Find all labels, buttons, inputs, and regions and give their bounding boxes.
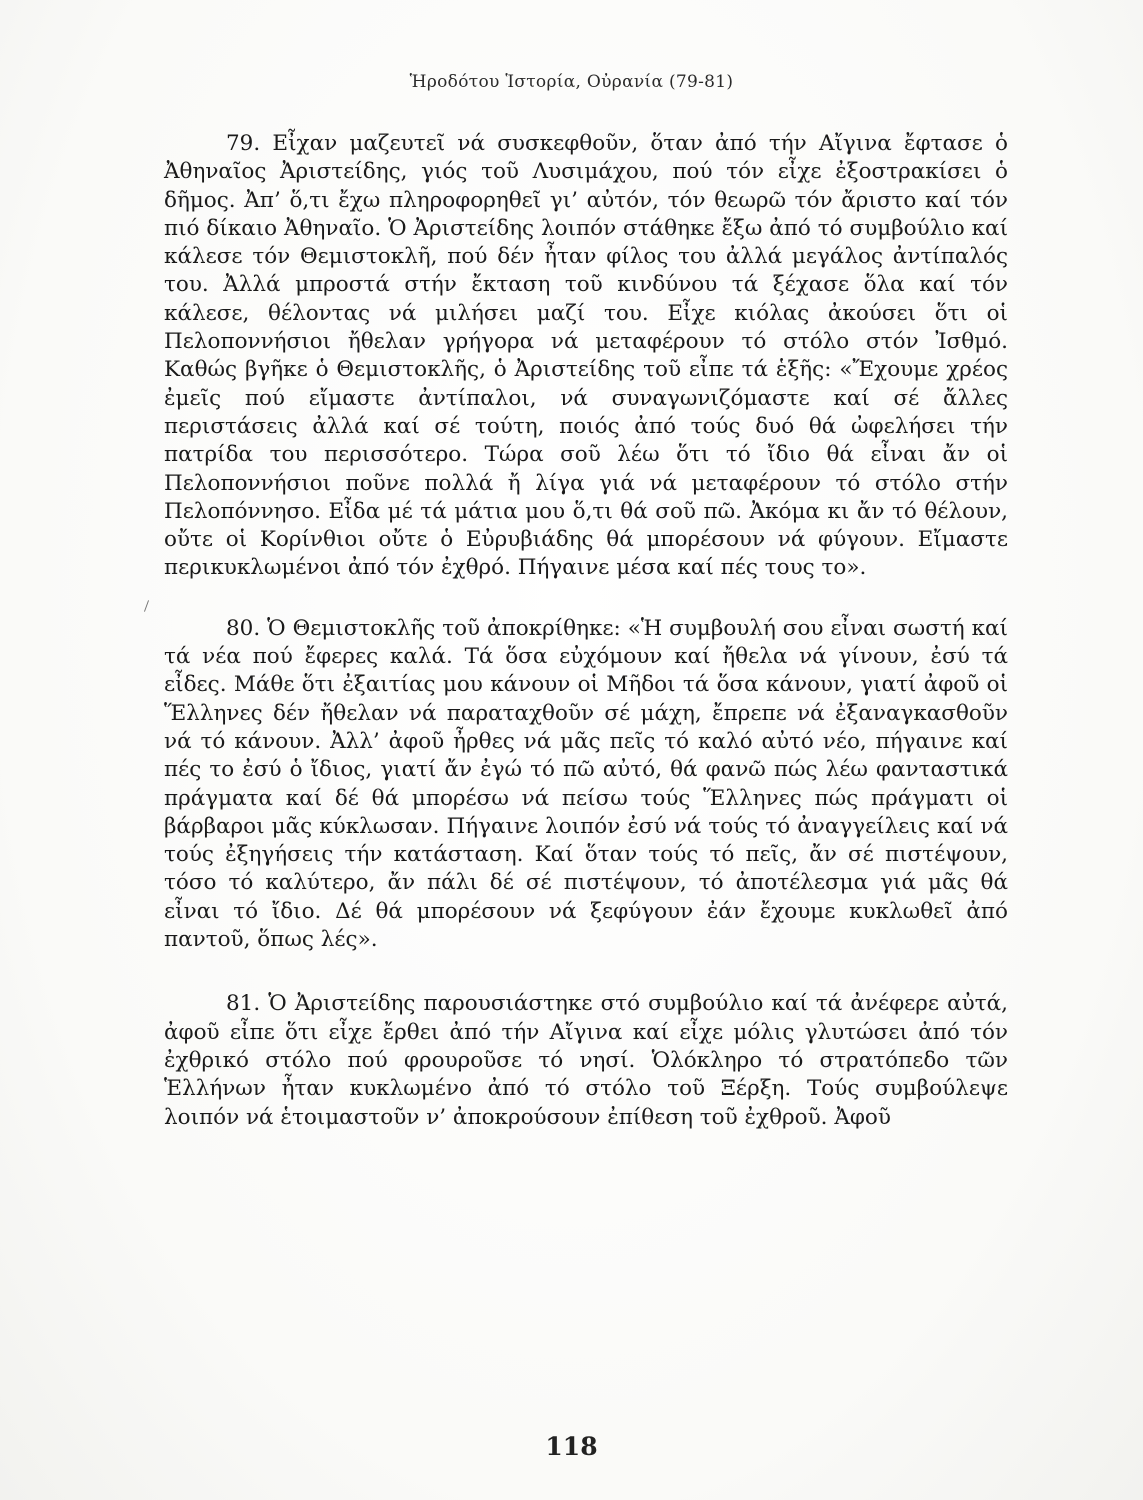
running-header: Ἡροδότου Ἱστορία, Οὐρανία (79-81)	[409, 72, 734, 92]
paragraph-79: 79. Εἶχαν μαζευτεῖ νά συσκεφθοῦν, ὅταν ἀπό τήν Αἴγινα ἔφτασε ὁ Ἀθηναῖος Ἀριστείδης, γιός τοῦ Λυσιμάχου, πού τόν εἶχε ἐξοστρακίσει ὁ δῆμος. Ἀπ’ ὅ,τι ἔχω πληροφορηθεῖ γι’ αὐτόν, τόν θεωρῶ τόν ἄριστο καί τόν πιό δίκαιο Ἀθηναῖο. Ὁ Ἀριστείδης λοιπόν στάθηκε ἔξω ἀπό τό συμβούλιο καί κάλεσε τόν Θεμιστοκλῆ, πού δέν ἦταν φίλος του ἀλλά μεγάλος ἀντίπαλός του. Ἀλλά μπροστά στήν ἔκταση τοῦ κινδύνου τά ξέχασε ὅλα καί τόν κάλεσε, θέλοντας νά μιλήσει μαζί του. Εἶχε κιόλας ἀκούσει ὅτι οἱ Πελοποννήσιοι ἤθελαν γρήγορα νά μεταφέρουν τό στόλο στόν Ἰσθμό. Καθώς βγῆκε ὁ Θεμιστοκλῆς, ὁ Ἀριστείδης τοῦ εἶπε τά ἑξῆς: «Ἔχουμε χρέος ἐμεῖς πού εἴμαστε ἀντίπαλοι, νά συναγωνιζόμαστε καί σέ ἄλλες περιστάσεις ἀλλά καί σέ τούτη, ποιός ἀπό τούς δυό θά ὠφελήσει τήν πατρίδα του περισσότερο. Τώρα σοῦ λέω ὅτι τό ἴδιο θά εἶναι ἄν οἱ Πελοποννήσιοι ποῦνε πολλά ἤ λίγα γιά νά μεταφέρουν τό στόλο στήν Πελοπόννησο. Εἶδα μέ τά μάτια μου ὅ,τι θά σοῦ πῶ. Ἀκόμα κι ἄν τό θέλουν, οὔτε οἱ Κορίνθιοι οὔτε ὁ Εὐρυβιάδης θά μπορέσουν νά φύγουν. Εἴμαστε περικυκλωμένοι ἀπό τόν ἐχθρό. Πήγαινε μέσα καί πές τους το».	[164, 131, 1008, 581]
page-number: 118	[545, 1432, 598, 1461]
paragraph-80: 80. Ὁ Θεμιστοκλῆς τοῦ ἀποκρίθηκε: «Ἡ συμβουλή σου εἶναι σωστή καί τά νέα πού ἔφερες καλά. Τά ὅσα εὐχόμουν καί ἤθελα νά γίνουν, ἐσύ τά εἶδες. Μάθε ὅτι ἐξαιτίας μου κάνουν οἱ Μῆδοι τά ὅσα κάνουν, γιατί ἀφοῦ οἱ Ἕλληνες δέν ἤθελαν νά παραταχθοῦν σέ μάχη, ἔπρεπε νά ἐξαναγκασθοῦν νά τό κάνουν. Ἀλλ’ ἀφοῦ ἦρθες νά μᾶς πεῖς τό καλό αὐτό νέο, πήγαινε καί πές το ἐσύ ὁ ἴδιος, γιατί ἄν ἐγώ τό πῶ αὐτό, θά φανῶ πώς λέω φανταστικά πράγματα καί δέ θά μπορέσω νά πείσω τούς Ἕλληνες πώς πράγματι οἱ βάρβαροι μᾶς κύκλωσαν. Πήγαινε λοιπόν ἐσύ νά τούς τό ἀναγγείλεις καί νά τούς ἐξηγήσεις τήν κατάσταση. Καί ὅταν τούς τό πεῖς, ἄν σέ πιστέψουν, τόσο τό καλύτερο, ἄν πάλι δέ σέ πιστέψουν, τό ἀποτέλεσμα γιά μᾶς θά εἶναι τό ἴδιο. Δέ θά μπορέσουν νά ξεφύγουν ἐάν ἔχουμε κυκλωθεῖ ἀπό παντοῦ, ὅπως λές».	[164, 615, 1008, 953]
paragraph-81: 81. Ὁ Ἀριστείδης παρουσιάστηκε στό συμβούλιο καί τά ἀνέφερε αὐτά, ἀφοῦ εἶπε ὅτι εἶχε ἔρθει ἀπό τήν Αἴγινα καί εἶχε μόλις γλυτώσει ἀπό τόν ἐχθρικό στόλο πού φρουροῦσε τό νησί. Ὁλόκληρο τό στρατόπεδο τῶν Ἑλλήνων ἦταν κυκλωμένο ἀπό τό στόλο τοῦ Ξέρξη. Τούς συμβούλεψε λοιπόν νά ἑτοιμαστοῦν ν’ ἀποκρούσουν ἐπίθεση τοῦ ἐχθροῦ. Ἀφοῦ	[164, 991, 1008, 1130]
body-text	[164, 130, 1008, 1132]
stray-pencil-mark	[144, 600, 149, 612]
